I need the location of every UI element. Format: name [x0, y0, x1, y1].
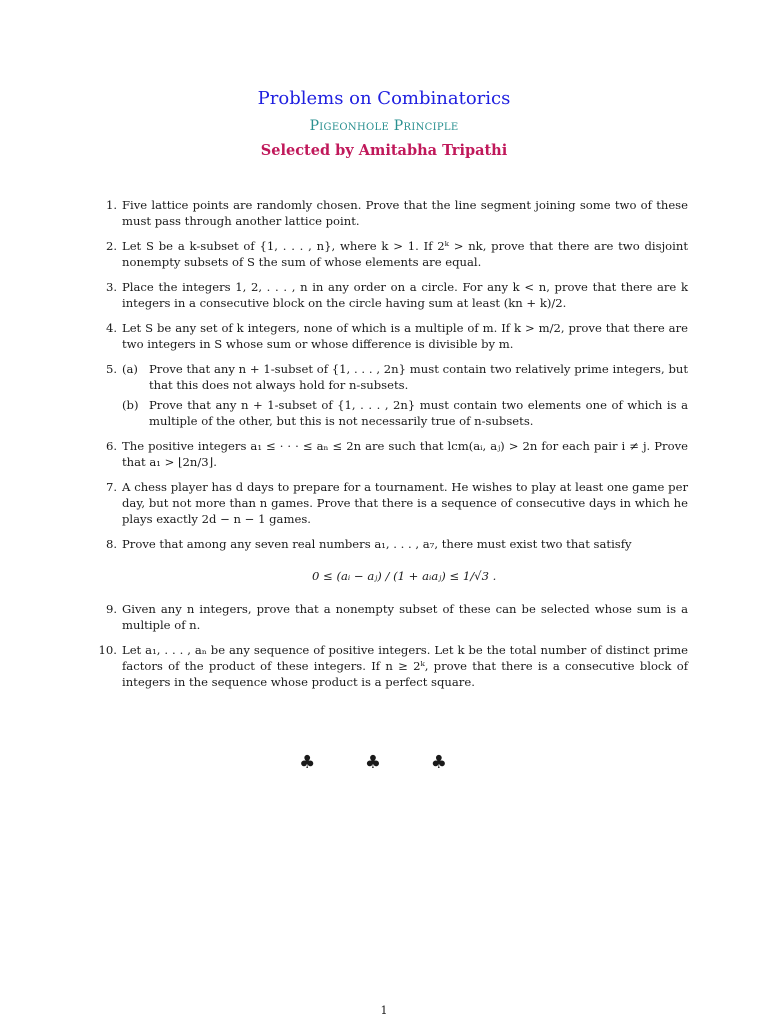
problem-text: Let S be a k-subset of {1, . . . , n}, where k > 1. If 2ᵏ > nk, prove that there are two disjoint nonempty subsets of S the sum of whose elements are equal.: [122, 239, 688, 269]
problem-number: 7.: [105, 480, 117, 494]
problem-text: The positive integers a₁ ≤ · · · ≤ aₙ ≤ 2n are such that lcm(aᵢ, aⱼ) > 2n for each pair i ≠ j. Prove that a₁ > ⌊2n/3⌋.: [122, 439, 688, 469]
page-title: Problems on Combinatorics: [257, 88, 511, 109]
problem-text: Prove that among any seven real numbers a₁, . . . , a₇, there must exist two that satisfy: [122, 537, 632, 551]
problem-item: [98, 197, 688, 229]
problem-number: 5.: [105, 362, 117, 376]
subpart-text: Prove that any n + 1-subset of {1, . . . , 2n} must contain two elements one of which is a multiple of the other, but this is not necessarily true of n-subsets.: [149, 398, 688, 428]
subpart-text: Prove that any n + 1-subset of {1, . . . , 2n} must contain two relatively prime integers, but that this does not always hold for n-subsets.: [149, 362, 688, 392]
display-equation: [122, 560, 688, 592]
problem-number: 10.: [98, 643, 117, 657]
problem-number: 2.: [105, 239, 117, 253]
problem-item: [98, 479, 688, 527]
problem-text: Let S be any set of k integers, none of which is a multiple of m. If k > m/2, prove that there are two integers in S whose sum or whose difference is divisible by m.: [122, 321, 688, 351]
page-subtitle: Pigeonhole Principle: [309, 118, 459, 134]
problem-number: 1.: [105, 198, 117, 212]
problem-subpart: [122, 397, 688, 429]
problem-number: 9.: [105, 602, 117, 616]
problem-text: A chess player has d days to prepare for a tournament. He wishes to play at least one game per day, but not more than n games. Prove that there is a sequence of consecutive days in which he plays exactly 2d − n − 1 games.: [122, 480, 688, 526]
problem-number: 8.: [105, 537, 117, 551]
problem-item: [98, 536, 688, 592]
problem-item: [98, 320, 688, 352]
problem-text: Let a₁, . . . , aₙ be any sequence of positive integers. Let k be the total number of distinct prime factors of the product of these integers. If n ≥ 2ᵏ, prove that there is a consecutive block of integers in the sequence whose product is a perfect square.: [122, 643, 688, 689]
equation-text: 0 ≤ (aᵢ − aⱼ) / (1 + aᵢaⱼ) ≤ 1/√3 .: [312, 569, 497, 583]
subpart-label: (b): [122, 398, 139, 412]
problem-item: [98, 238, 688, 270]
problem-number: 3.: [105, 280, 117, 294]
problem-text: Five lattice points are randomly chosen. Prove that the line segment joining some two of these must pass through another lattice point.: [122, 198, 688, 228]
problem-number: 4.: [105, 321, 117, 335]
page-number: 1: [380, 1004, 388, 1017]
problem-item: [98, 279, 688, 311]
problem-text: Given any n integers, prove that a nonempty subset of these can be selected whose sum is a multiple of n.: [122, 602, 688, 632]
problem-subpart: [122, 361, 688, 393]
problem-item: [98, 361, 688, 429]
author-line: Selected by Amitabha Tripathi: [260, 142, 508, 159]
problem-item: [98, 642, 688, 690]
clubs-ornament: ♣ ♣ ♣: [299, 752, 469, 773]
problem-number: 6.: [105, 439, 117, 453]
problem-item: [98, 601, 688, 633]
problem-text: Place the integers 1, 2, . . . , n in any order on a circle. For any k < n, prove that there are k integers in a consecutive block on the circle having sum at least (kn + k)/2.: [122, 280, 688, 310]
subpart-label: (a): [122, 362, 138, 376]
problem-item: [98, 438, 688, 470]
problem-list: [98, 197, 688, 699]
